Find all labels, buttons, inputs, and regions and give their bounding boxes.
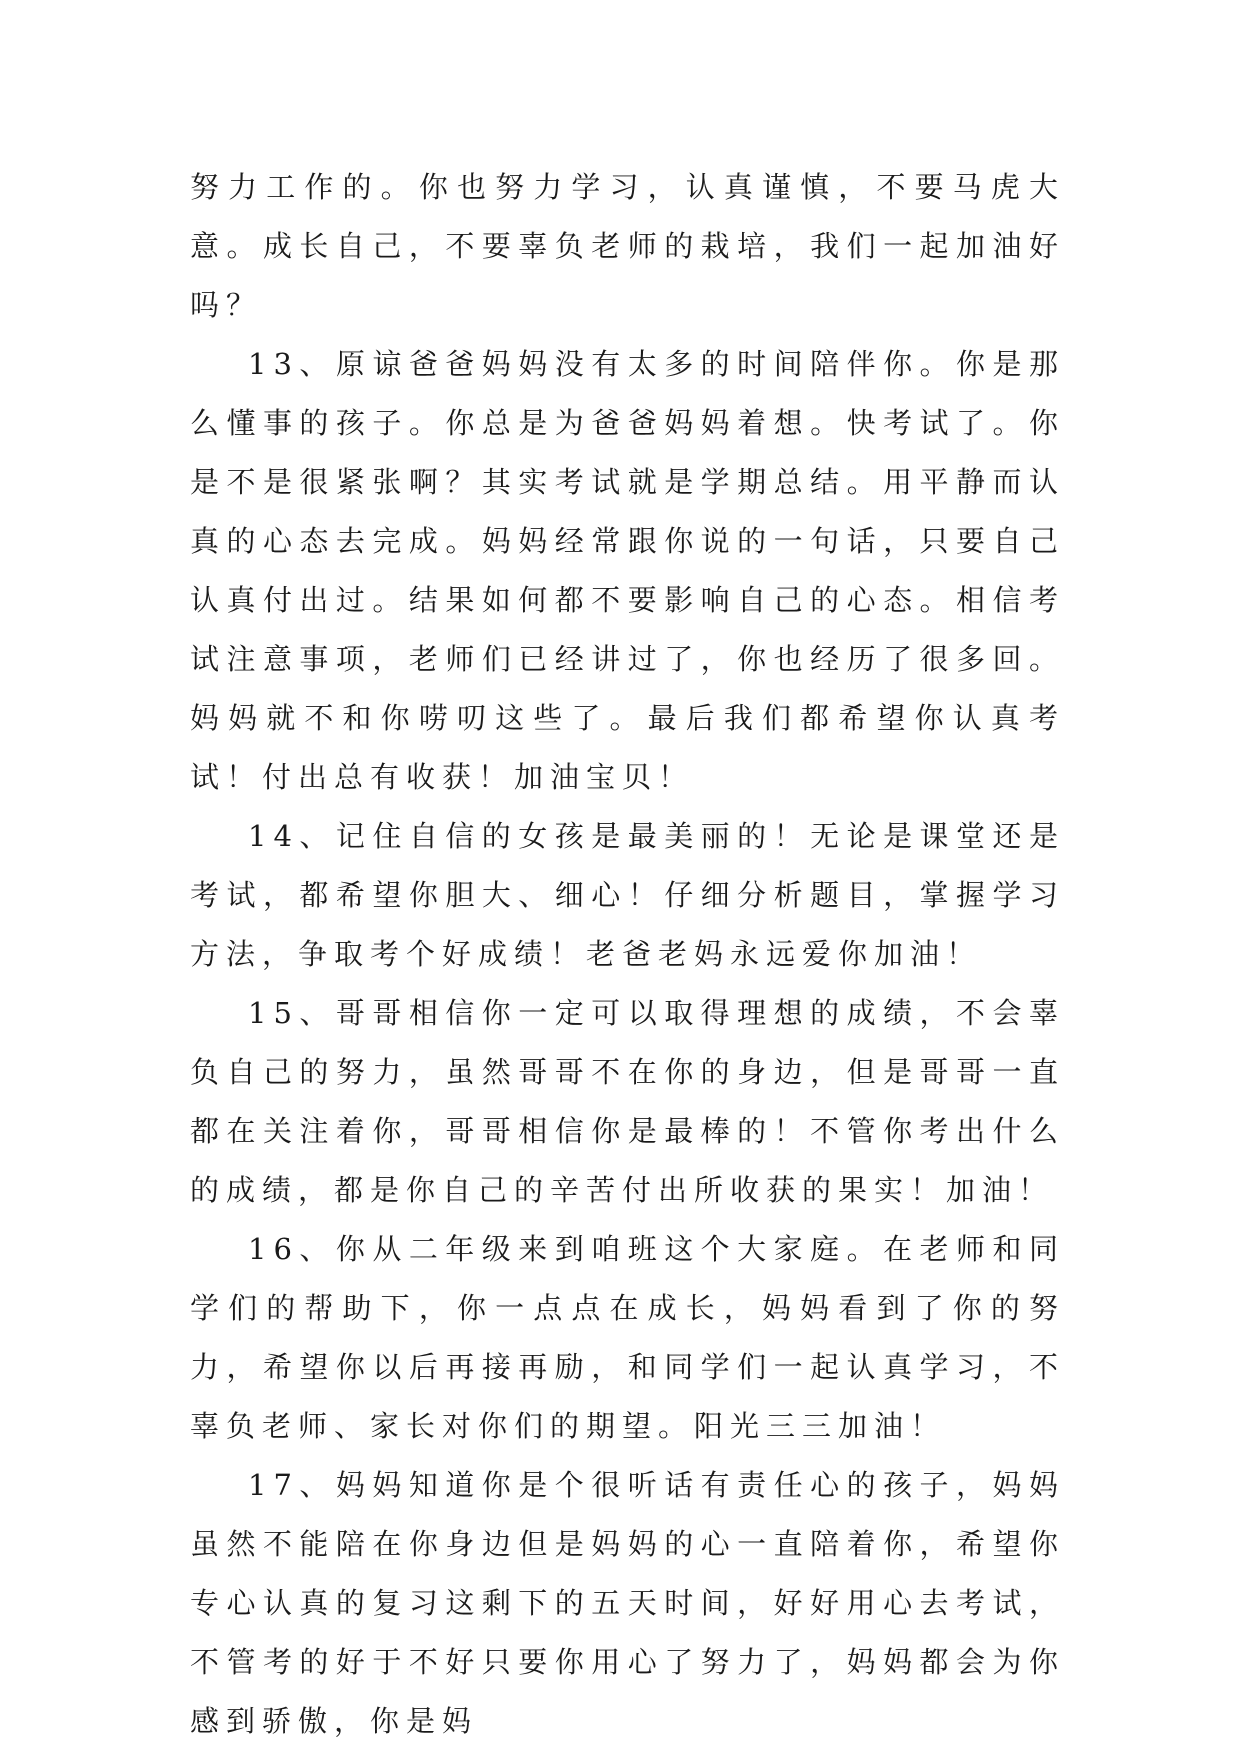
paragraph-17: 17、妈妈知道你是个很听话有责任心的孩子，妈妈虽然不能陪在你身边但是妈妈的心一直陪着你，希望你专心认真的复习这剩下的五天时间，好好用心去考试，不管考的好于不好只要你用心了努力了，妈妈都会为你感到骄傲，你是妈 (190, 1468, 1065, 1738)
paragraph-15: 15、哥哥相信你一定可以取得理想的成绩，不会辜负自己的努力，虽然哥哥不在你的身边，但是哥哥一直都在关注着你，哥哥相信你是最棒的！不管你考出什么的成绩，都是你自己的辛苦付出所收获的果实！加油！ (190, 996, 1065, 1207)
paragraph-13: 13、原谅爸爸妈妈没有太多的时间陪伴你。你是那么懂事的孩子。你总是为爸爸妈妈着想。快考试了。你是不是很紧张啊？其实考试就是学期总结。用平静而认真的心态去完成。妈妈经常跟你说的一句话，只要自己认真付出过。结果如何都不要影响自己的心态。相信考试注意事项，老师们已经讲过了，你也经历了很多回。妈妈就不和你唠叨这些了。最后我们都希望你认真考试！付出总有收获！加油宝贝！ (190, 347, 1065, 794)
paragraph-continued: 努力工作的。你也努力学习，认真谨慎，不要马虎大意。成长自己，不要辜负老师的栽培，我们一起加油好吗？ (190, 170, 1065, 322)
document-body (190, 158, 1065, 1751)
paragraph-16: 16、你从二年级来到咱班这个大家庭。在老师和同学们的帮助下，你一点点在成长，妈妈看到了你的努力，希望你以后再接再励，和同学们一起认真学习，不辜负老师、家长对你们的期望。阳光三三加油！ (190, 1232, 1065, 1443)
paragraph-14: 14、记住自信的女孩是最美丽的！无论是课堂还是考试，都希望你胆大、细心！仔细分析题目，掌握学习方法，争取考个好成绩！老爸老妈永远爱你加油！ (190, 819, 1065, 971)
